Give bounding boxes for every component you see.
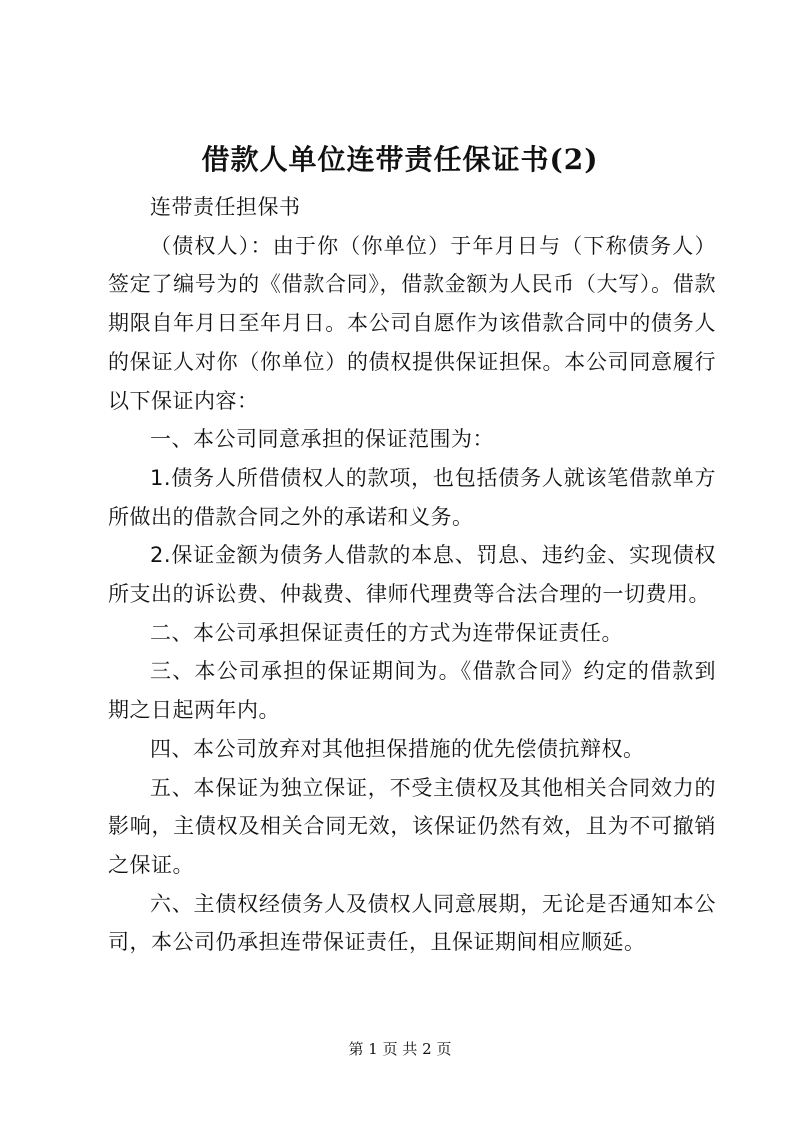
paragraph-clause-1: 一、本公司同意承担的保证范围为： [150,427,494,452]
page-footer: 第 1 页 共 2 页 [348,1040,452,1058]
paragraph-clause-1-item-1: 1.债务人所借债权人的款项，也包括债务人就该笔借款单方所做出的借款合同之外的承诺和义务。 [108,465,716,529]
paragraph-heading: 连带责任担保书 [150,195,301,219]
paragraph-clause-1-item-2: 2.保证金额为债务人借款的本息、罚息、违约金、实现债权所支出的诉讼费、仲裁费、律师代理费等合法合理的一切费用。 [108,543,716,607]
paragraph-clause-6: 六、主债权经债务人及债权人同意展期，无论是否通知本公司，本公司仍承担连带保证责任，且保证期间相应顺延。 [108,891,716,955]
document-body [108,188,716,962]
paragraph-clause-2: 二、本公司承担保证责任的方式为连带保证责任。 [150,620,623,645]
document-title: 借款人单位连带责任保证书(2) [201,143,599,176]
paragraph-intro: （债权人）：由于你（你单位）于年月日与（下称债务人）签定了编号为的《借款合同》，借款金额为人民币（大写）。借款期限自年月日至年月日。本公司自愿作为该借款合同中的债务人的保证人对你（你单位）的债权提供保证担保。本公司同意履行以下保证内容： [108,233,716,413]
paragraph-clause-3: 三、本公司承担的保证期间为。《借款合同》约定的借款到期之日起两年内。 [108,659,716,723]
paragraph-clause-4: 四、本公司放弃对其他担保措施的优先偿债抗辩权。 [150,736,645,761]
paragraph-clause-5: 五、本保证为独立保证，不受主债权及其他相关合同效力的影响，主债权及相关合同无效，该保证仍然有效，且为不可撤销之保证。 [108,775,716,877]
